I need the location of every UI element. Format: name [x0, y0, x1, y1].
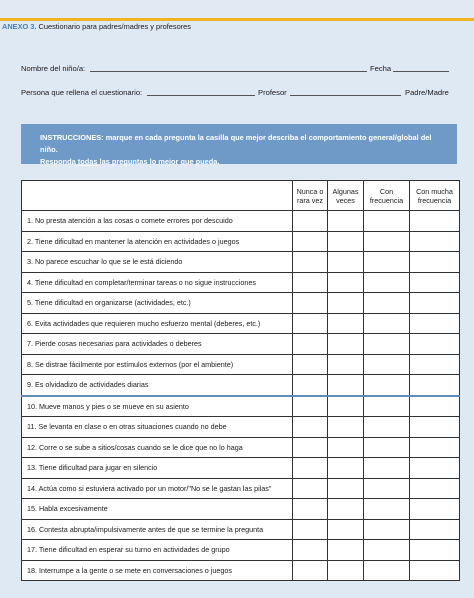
table-row: [22, 252, 460, 273]
table-row: [22, 519, 460, 540]
answer-cell-very-often[interactable]: [410, 540, 460, 561]
table-row: [22, 375, 460, 396]
header-question: [22, 181, 293, 211]
answer-cell-never[interactable]: [293, 499, 328, 520]
respondent-label: Persona que rellena el cuestionario:: [21, 88, 143, 97]
answer-cell-very-often[interactable]: [410, 375, 460, 396]
parent-label: Padre/Madre: [405, 88, 449, 97]
annex-label: ANEXO 3.: [2, 22, 37, 31]
question-text: 17. Tiene dificultad en esperar su turno en actividades de grupo: [22, 540, 293, 561]
question-text: 16. Contesta abrupta/impulsivamente antes de que se termine la pregunta: [22, 519, 293, 540]
instructions-line-1: INSTRUCCIONES: marque en cada pregunta la casilla que mejor describa el comportamiento general/global del niño.: [40, 133, 432, 154]
table-row: [22, 437, 460, 458]
answer-cell-often[interactable]: [364, 437, 410, 458]
answer-cell-sometimes[interactable]: [328, 334, 364, 355]
answer-cell-very-often[interactable]: [410, 354, 460, 375]
table-row: [22, 293, 460, 314]
answer-cell-often[interactable]: [364, 334, 410, 355]
question-text: 7. Pierde cosas necesarias para actividades o deberes: [22, 334, 293, 355]
answer-cell-very-often[interactable]: [410, 396, 460, 417]
table-row: [22, 231, 460, 252]
annex-title: Cuestionario para padres/madres y profesores: [36, 22, 191, 31]
instructions-text-b: las preguntas lo mejor que pueda.: [97, 157, 220, 166]
respondent-field[interactable]: [147, 95, 255, 96]
answer-cell-sometimes[interactable]: [328, 375, 364, 396]
answer-cell-often[interactable]: [364, 499, 410, 520]
answer-cell-never[interactable]: [293, 458, 328, 479]
answer-cell-very-often[interactable]: [410, 313, 460, 334]
answer-cell-never[interactable]: [293, 375, 328, 396]
table-row: [22, 417, 460, 438]
child-name-field[interactable]: [90, 71, 367, 72]
answer-cell-very-often[interactable]: [410, 293, 460, 314]
answer-cell-very-often[interactable]: [410, 499, 460, 520]
question-text: 12. Corre o se sube a sitios/cosas cuando se le dice que no lo haga: [22, 437, 293, 458]
instructions-box: [21, 124, 457, 164]
table-header-row: [22, 181, 460, 211]
question-text: 5. Tiene dificultad en organizarse (actividades, etc.): [22, 293, 293, 314]
answer-cell-often[interactable]: [364, 417, 410, 438]
question-text: 15. Habla excesivamente: [22, 499, 293, 520]
question-text: 3. No parece escuchar lo que se le está diciendo: [22, 252, 293, 273]
answer-cell-sometimes[interactable]: [328, 540, 364, 561]
answer-cell-never[interactable]: [293, 231, 328, 252]
answer-cell-very-often[interactable]: [410, 478, 460, 499]
answer-cell-often[interactable]: [364, 396, 410, 417]
answer-cell-sometimes[interactable]: [328, 560, 364, 581]
teacher-field[interactable]: [290, 95, 401, 96]
table-row: [22, 458, 460, 479]
question-text: 13. Tiene dificultad para jugar en silencio: [22, 458, 293, 479]
answer-cell-very-often[interactable]: [410, 417, 460, 438]
answer-cell-never[interactable]: [293, 396, 328, 417]
answer-cell-never[interactable]: [293, 519, 328, 540]
answer-cell-never[interactable]: [293, 417, 328, 438]
table-row: [22, 560, 460, 581]
answer-cell-often[interactable]: [364, 375, 410, 396]
question-text: 4. Tiene dificultad en completar/terminar tareas o no sigue instrucciones: [22, 272, 293, 293]
answer-cell-sometimes[interactable]: [328, 519, 364, 540]
questionnaire-table: [21, 180, 460, 581]
question-text: 2. Tiene dificultad en mantener la atención en actividades o juegos: [22, 231, 293, 252]
question-text: 14. Actúa como si estuviera activado por un motor/"No se le gastan las pilas": [22, 478, 293, 499]
answer-cell-very-often[interactable]: [410, 272, 460, 293]
answer-cell-very-often[interactable]: [410, 458, 460, 479]
question-text: 8. Se distrae fácilmente por estímulos externos (por el ambiente): [22, 354, 293, 375]
question-text: 1. No presta atención a las cosas o comete errores por descuido: [22, 211, 293, 232]
question-text: 10. Mueve manos y pies o se mueve en su asiento: [22, 396, 293, 417]
answer-cell-never[interactable]: [293, 313, 328, 334]
table-row: [22, 272, 460, 293]
table-row: [22, 396, 460, 417]
answer-cell-often[interactable]: [364, 540, 410, 561]
answer-cell-very-often[interactable]: [410, 231, 460, 252]
answer-cell-never[interactable]: [293, 334, 328, 355]
answer-cell-never[interactable]: [293, 560, 328, 581]
instructions-text-a: Responda: [40, 157, 78, 166]
question-text: 18. Interrumpe a la gente o se mete en conversaciones o juegos: [22, 560, 293, 581]
child-name-label: Nombre del niño/a:: [21, 64, 86, 73]
table-row: [22, 313, 460, 334]
answer-cell-never[interactable]: [293, 272, 328, 293]
date-label: Fecha: [370, 64, 392, 73]
answer-cell-sometimes[interactable]: [328, 478, 364, 499]
header-often: Con frecuencia: [364, 181, 410, 211]
answer-cell-often[interactable]: [364, 293, 410, 314]
table-row: [22, 499, 460, 520]
answer-cell-often[interactable]: [364, 560, 410, 581]
header-never: Nunca o rara vez: [293, 181, 328, 211]
header-sometimes: Algunas veces: [328, 181, 364, 211]
date-field[interactable]: [393, 71, 449, 72]
answer-cell-often[interactable]: [364, 458, 410, 479]
answer-cell-often[interactable]: [364, 354, 410, 375]
answer-cell-very-often[interactable]: [410, 252, 460, 273]
answer-cell-sometimes[interactable]: [328, 396, 364, 417]
answer-cell-very-often[interactable]: [410, 211, 460, 232]
answer-cell-often[interactable]: [364, 272, 410, 293]
answer-cell-sometimes[interactable]: [328, 313, 364, 334]
answer-cell-never[interactable]: [293, 478, 328, 499]
answer-cell-never[interactable]: [293, 293, 328, 314]
answer-cell-often[interactable]: [364, 519, 410, 540]
table-row: [22, 334, 460, 355]
answer-cell-often[interactable]: [364, 231, 410, 252]
header-very-often: Con mucha frecuencia: [410, 181, 460, 211]
teacher-label: Profesor: [258, 88, 287, 97]
answer-cell-very-often[interactable]: [410, 519, 460, 540]
question-text: 9. Es olvidadizo de actividades diarias: [22, 375, 293, 396]
answer-cell-often[interactable]: [364, 313, 410, 334]
answer-cell-never[interactable]: [293, 437, 328, 458]
table-row: [22, 354, 460, 375]
answer-cell-sometimes[interactable]: [328, 252, 364, 273]
answer-cell-never[interactable]: [293, 252, 328, 273]
answer-cell-often[interactable]: [364, 478, 410, 499]
table-row: [22, 478, 460, 499]
answer-cell-never[interactable]: [293, 354, 328, 375]
answer-cell-sometimes[interactable]: [328, 417, 364, 438]
answer-cell-never[interactable]: [293, 211, 328, 232]
table-row: [22, 211, 460, 232]
answer-cell-sometimes[interactable]: [328, 231, 364, 252]
answer-cell-sometimes[interactable]: [328, 211, 364, 232]
answer-cell-sometimes[interactable]: [328, 499, 364, 520]
instructions-line-2: [40, 156, 438, 168]
answer-cell-never[interactable]: [293, 540, 328, 561]
question-text: 6. Evita actividades que requieren mucho esfuerzo mental (deberes, etc.): [22, 313, 293, 334]
answer-cell-sometimes[interactable]: [328, 293, 364, 314]
annex-heading: [2, 22, 191, 31]
question-text: 11. Se levanta en clase o en otras situaciones cuando no debe: [22, 417, 293, 438]
answer-cell-sometimes[interactable]: [328, 272, 364, 293]
table-row: [22, 540, 460, 561]
answer-cell-often[interactable]: [364, 211, 410, 232]
answer-cell-sometimes[interactable]: [328, 354, 364, 375]
instructions-underlined: todas: [77, 157, 98, 166]
answer-cell-sometimes[interactable]: [328, 437, 364, 458]
answer-cell-very-often[interactable]: [410, 437, 460, 458]
answer-cell-often[interactable]: [364, 252, 410, 273]
top-banner: [0, 0, 474, 21]
answer-cell-very-often[interactable]: [410, 334, 460, 355]
answer-cell-very-often[interactable]: [410, 560, 460, 581]
questions-body: [22, 211, 460, 581]
answer-cell-sometimes[interactable]: [328, 458, 364, 479]
